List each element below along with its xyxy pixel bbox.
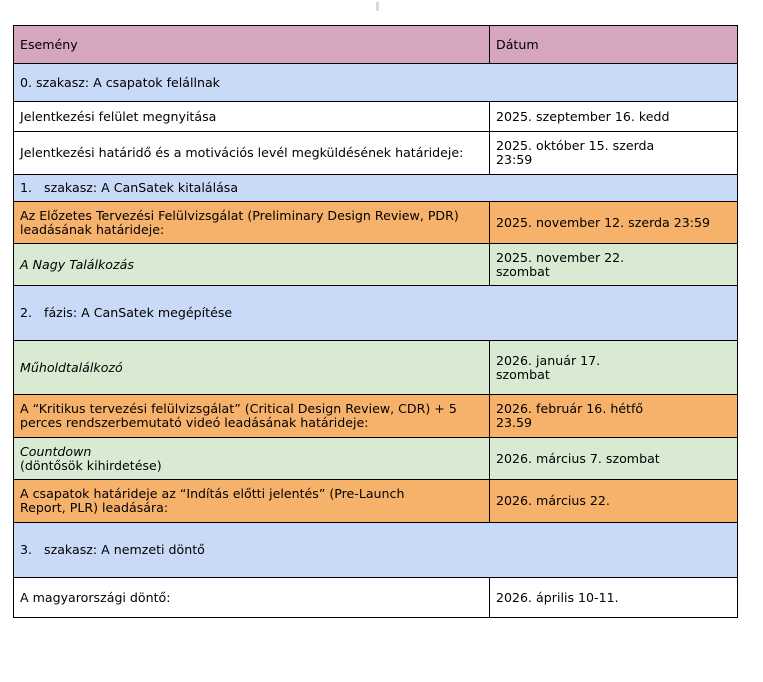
header-event: Esemény bbox=[14, 26, 490, 64]
date-cell: 2026. március 7. szombat bbox=[490, 438, 738, 480]
event-cell: A Nagy Találkozás bbox=[14, 244, 490, 286]
date-cell: 2025. november 22. szombat bbox=[490, 244, 738, 286]
phase-title: 2. fázis: A CanSatek megépítése bbox=[14, 286, 738, 341]
table-row bbox=[14, 244, 738, 286]
event-title: Countdown bbox=[20, 443, 92, 459]
table-row bbox=[14, 341, 738, 395]
event-cell: A “Kritikus tervezési felülvizsgálat” (Critical Design Review, CDR) + 5 perces rendszerbemutató videó leadásának határideje: bbox=[14, 395, 490, 438]
phase-row bbox=[14, 64, 738, 102]
table-row bbox=[14, 578, 738, 618]
event-subtitle: (döntősök kihirdetése) bbox=[20, 457, 162, 473]
event-cell: Jelentkezési felület megnyitása bbox=[14, 102, 490, 132]
phase-row bbox=[14, 175, 738, 202]
phase-row bbox=[14, 523, 738, 578]
date-cell: 2025. november 12. szerda 23:59 bbox=[490, 202, 738, 244]
event-cell: Műholdtalálkozó bbox=[14, 341, 490, 395]
event-cell: A csapatok határideje az “Indítás előtti jelentés” (Pre-Launch Report, PLR) leadására: bbox=[14, 480, 490, 523]
page-top-mark bbox=[376, 2, 379, 11]
date-cell: 2026. január 17. szombat bbox=[490, 341, 738, 395]
table-row bbox=[14, 132, 738, 175]
table-row bbox=[14, 438, 738, 480]
date-cell: 2026. április 10-11. bbox=[490, 578, 738, 618]
event-cell: A magyarországi döntő: bbox=[14, 578, 490, 618]
date-cell: 2025. szeptember 16. kedd bbox=[490, 102, 738, 132]
date-cell: 2026. március 22. bbox=[490, 480, 738, 523]
phase-title: 0. szakasz: A csapatok felállnak bbox=[14, 64, 738, 102]
table-header-row bbox=[14, 26, 738, 64]
phase-title: 1. szakasz: A CanSatek kitalálása bbox=[14, 175, 738, 202]
date-cell: 2026. február 16. hétfő 23.59 bbox=[490, 395, 738, 438]
phase-row bbox=[14, 286, 738, 341]
table-row bbox=[14, 395, 738, 438]
event-cell: Jelentkezési határidő és a motivációs levél megküldésének határideje: bbox=[14, 132, 490, 175]
event-cell bbox=[14, 438, 490, 480]
table-row bbox=[14, 202, 738, 244]
schedule-table bbox=[13, 25, 738, 618]
header-date: Dátum bbox=[490, 26, 738, 64]
event-cell: Az Előzetes Tervezési Felülvizsgálat (Preliminary Design Review, PDR) leadásának határideje: bbox=[14, 202, 490, 244]
table-row bbox=[14, 102, 738, 132]
phase-title: 3. szakasz: A nemzeti döntő bbox=[14, 523, 738, 578]
table-row bbox=[14, 480, 738, 523]
date-cell: 2025. október 15. szerda 23:59 bbox=[490, 132, 738, 175]
